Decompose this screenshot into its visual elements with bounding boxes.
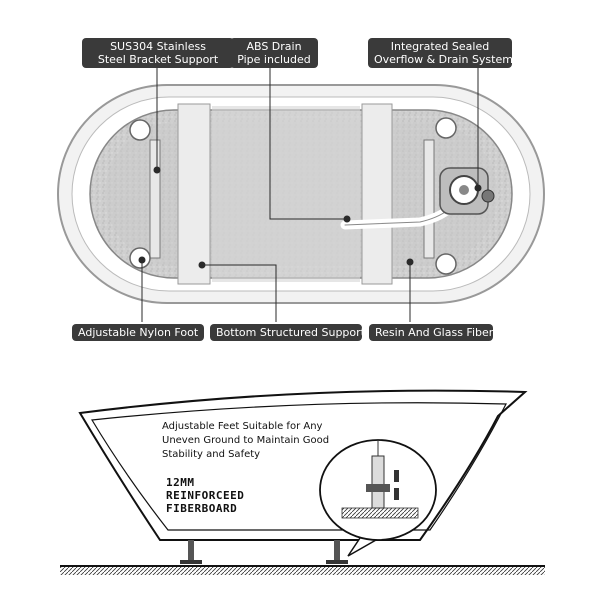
callout-bracket-line2: Steel Bracket Support	[97, 53, 219, 66]
feet-note	[162, 420, 362, 462]
fiberboard-note	[166, 476, 286, 515]
feet-note-line2: Uneven Ground to Maintain Good	[162, 435, 330, 446]
tub-side-view	[60, 391, 545, 575]
feet-note-line3: Stability and Safety	[162, 449, 261, 460]
fiberboard-line3: FIBERBOARD	[166, 502, 238, 515]
callout-resin-glass-fiber	[369, 324, 493, 341]
callout-overflow-line2: Overflow & Drain System	[374, 53, 513, 66]
callout-overflow-drain	[368, 38, 512, 68]
tub-underside-view	[58, 85, 544, 303]
callout-nylon-foot-text: Adjustable Nylon Foot	[78, 326, 199, 339]
callout-bottom-support-text: Bottom Structured Support	[216, 326, 365, 339]
callout-nylon-foot	[72, 324, 204, 341]
callout-drain-pipe-line1: ABS Drain	[246, 40, 302, 53]
callout-bottom-support	[210, 324, 365, 341]
fiberboard-line1: 12MM	[166, 476, 195, 489]
callout-overflow-line1: Integrated Sealed	[390, 40, 490, 53]
callout-drain-pipe-line2: Pipe included	[237, 53, 311, 66]
callout-bracket-support	[82, 38, 234, 68]
callout-resin-text: Resin And Glass Fiber	[375, 326, 494, 339]
callout-bracket-line1: SUS304 Stainless	[110, 40, 206, 53]
feet-note-line1: Adjustable Feet Suitable for Any	[162, 421, 323, 432]
callout-drain-pipe	[230, 38, 318, 68]
fiberboard-line2: REINFORCEED	[166, 489, 245, 502]
